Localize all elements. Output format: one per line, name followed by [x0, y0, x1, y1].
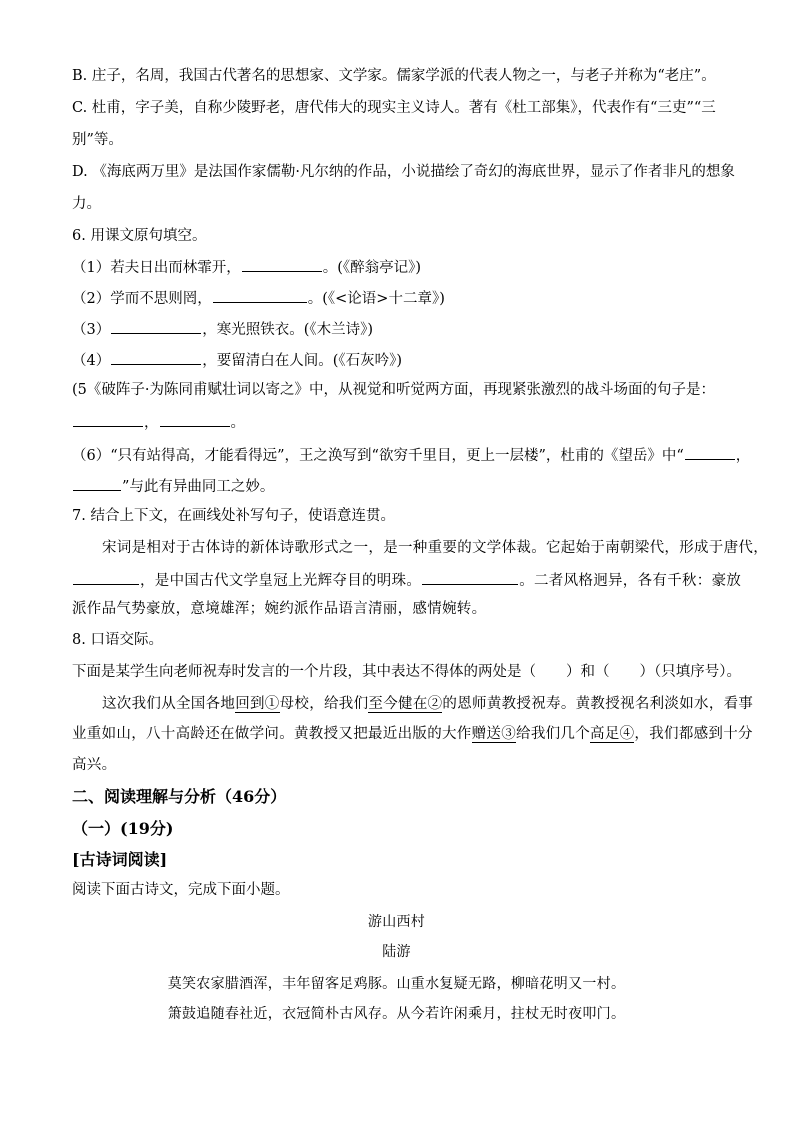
q6-item-6-comma: ， [735, 448, 751, 464]
q6-item-2 [72, 287, 737, 309]
answer-blank[interactable] [160, 411, 230, 427]
q6-item-5-period: 。 [230, 415, 245, 431]
q7-paragraph-line2 [72, 569, 742, 591]
q5-option-c-line1: C. 杜甫，字子美，自称少陵野老，唐代伟大的现实主义诗人。著有《杜工部集》，代表作有“三吏”“三 [72, 100, 716, 116]
q6-item-5-line1: (5《破阵子·为陈同甫赋壮词以寄之》中，从视觉和听觉两方面，再现紧张激烈的战斗场面的句子是： [72, 382, 715, 398]
q6-item-5-line2 [72, 411, 737, 433]
q8-l2b: 给我们几个 [516, 726, 591, 742]
answer-blank[interactable] [685, 444, 735, 460]
q5-option-b: B. 庄子，名周，我国古代著名的思想家、文学家。儒家学派的代表人物之一，与老子并称为“老庄”。 [72, 68, 716, 84]
poem-line-1: 莫笑农家腊酒浑，丰年留客足鸡豚。山重水复疑无路，柳暗花明又一村。 [167, 976, 626, 992]
q8-underline-3: 赠送③ [471, 726, 517, 742]
q8-s3: 的恩师黄教授祝寿。黄教授视名利淡如水，看事 [442, 696, 754, 712]
q8-intro-b: ）和（ [566, 664, 610, 680]
answer-blank[interactable] [111, 318, 201, 334]
q7-paragraph-line1: 宋词是相对于古体诗的新体诗歌形式之一，是一种重要的文学体裁。它起始于南朝梁代，形成于唐代， [102, 540, 768, 556]
q8-title: 8. 口语交际。 [72, 632, 163, 648]
q8-intro-c: ）（只填序号）。 [639, 664, 741, 680]
q7-paragraph-end: 。二者风格迥异，各有千秋：豪放 [519, 573, 742, 589]
q6-item-4-prefix: （4） [72, 353, 111, 369]
q8-s1: 这次我们从全国各地 [102, 696, 236, 712]
answer-blank[interactable] [73, 569, 139, 585]
answer-blank[interactable] [73, 411, 143, 427]
q5-option-d-line2: 力。 [72, 196, 101, 212]
q7-paragraph-line3: 派作品气势豪放，意境雄浑；婉约派作品语言清丽，感情婉转。 [72, 601, 487, 617]
q6-item-1 [72, 256, 737, 278]
reading-instruction: 阅读下面古诗文，完成下面小题。 [72, 882, 290, 898]
q6-item-5-comma: ， [144, 415, 159, 431]
q8-underline-1: 回到① [235, 696, 280, 712]
poem-author: 陆游 [382, 944, 411, 960]
q6-item-6-prefix: （6）“只有站得高，才能看得远”，王之涣写到“欲穷千里目，更上一层楼”，杜甫的《望岳》中“ [72, 448, 684, 464]
q8-intro [72, 662, 741, 682]
q6-item-2-suffix: 。(《<论语>十二章》) [307, 291, 445, 307]
poem-title: 游山西村 [367, 914, 426, 930]
q7-title: 7. 结合上下文，在画线处补写句子，使语意连贯。 [72, 508, 395, 524]
answer-blank[interactable] [73, 475, 121, 491]
q6-item-6-line1 [72, 444, 751, 466]
subsection-heading: [古诗词阅读] [72, 850, 168, 869]
q6-item-6-line2 [72, 475, 737, 497]
q8-l2c: ，我们都感到十分 [634, 726, 753, 742]
q5-option-c-line2: 别”等。 [72, 132, 123, 148]
answer-blank[interactable] [422, 569, 518, 585]
q6-item-3 [72, 318, 737, 340]
answer-blank[interactable] [242, 256, 322, 272]
poem-line-2: 箫鼓追随春社近，衣冠简朴古风存。从今若许闲乘月，拄杖无时夜叩门。 [167, 1006, 626, 1022]
q8-underline-4: 高足④ [590, 726, 635, 742]
part-heading: （一）(19分) [72, 819, 174, 838]
q6-item-3-prefix: （3） [72, 322, 111, 338]
q6-title: 6. 用课文原句填空。 [72, 228, 207, 244]
q6-item-4 [72, 349, 737, 371]
q8-l2a: 业重如山，八十高龄还在做学问。黄教授又把最近出版的大作 [72, 726, 472, 742]
q8-passage-line1 [102, 694, 767, 714]
q8-passage-line3: 高兴。 [72, 757, 117, 773]
q7-paragraph-mid: ，是中国古代文学皇冠上光辉夺目的明珠。 [140, 573, 422, 589]
q8-intro-a: 下面是某学生向老师祝寿时发言的一个片段，其中表达不得体的两处是（ [72, 664, 536, 680]
q5-option-d-line1: D. 《海底两万里》是法国作家儒勒·凡尔纳的作品，小说描绘了奇幻的海底世界，显示了作者非凡的想象 [72, 164, 735, 180]
q8-underline-2: 至今健在② [368, 696, 443, 712]
q6-item-1-prefix: （1）若夫日出而林霏开， [72, 260, 241, 276]
q6-item-6-suffix: ”与此有异曲同工之妙。 [122, 479, 275, 495]
answer-blank[interactable] [213, 287, 307, 303]
q6-item-3-suffix: ，寒光照铁衣。(《木兰诗》) [202, 322, 374, 338]
answer-blank[interactable] [111, 349, 201, 365]
q6-item-2-prefix: （2）学而不思则罔， [72, 291, 212, 307]
q8-passage-line2 [72, 724, 753, 744]
q8-s2: 母校，给我们 [279, 696, 369, 712]
q6-item-4-suffix: ，要留清白在人间。(《石灰吟》) [202, 353, 403, 369]
q6-item-1-suffix: 。(《醉翁亭记》) [322, 260, 422, 276]
section-heading: 二、阅读理解与分析（46分） [72, 787, 287, 806]
